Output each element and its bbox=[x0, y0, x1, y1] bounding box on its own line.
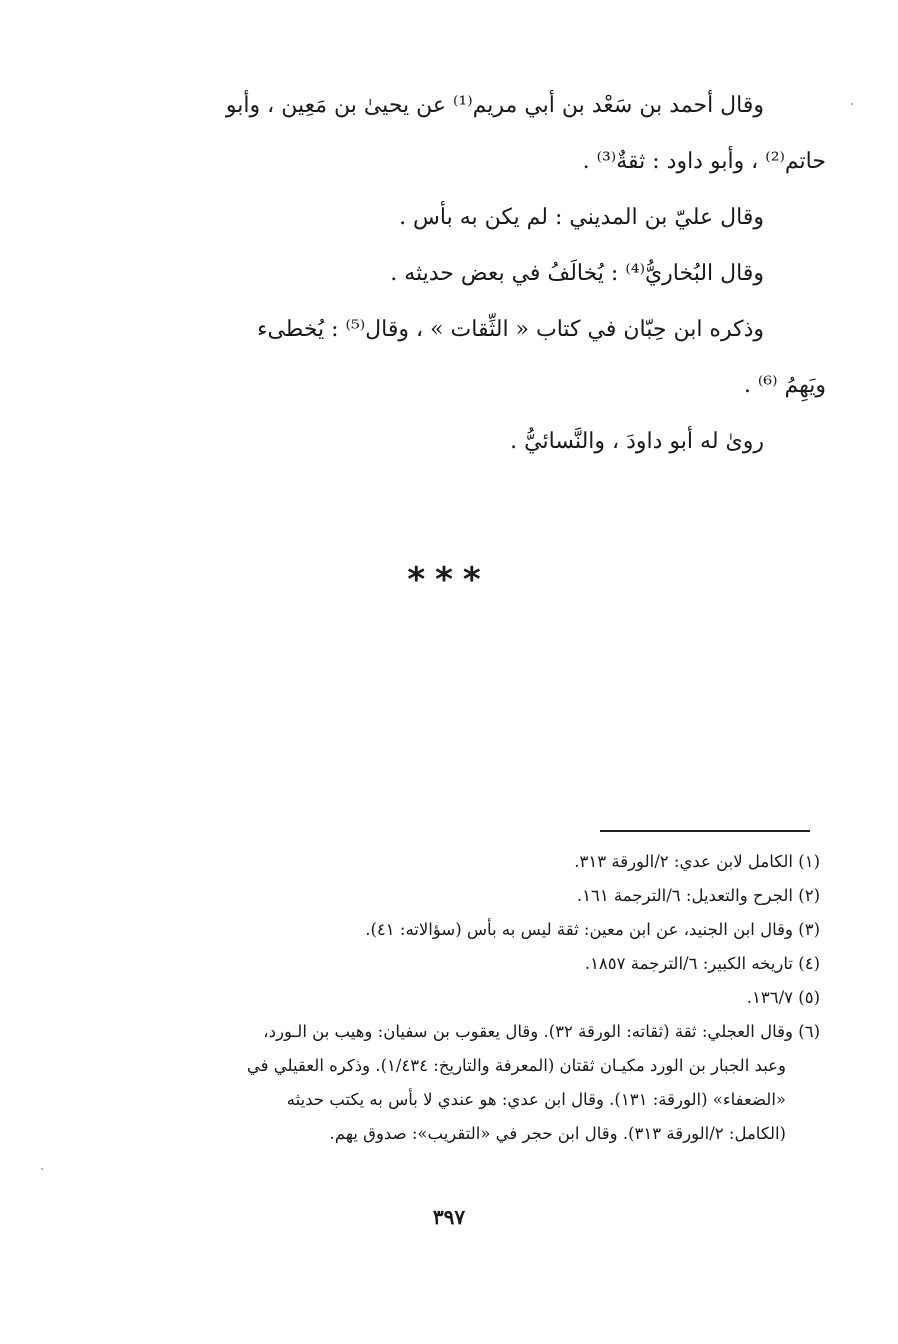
footnote-4: (٤) تاريخه الكبير: ٦/الترجمة ١٨٥٧. bbox=[584, 954, 820, 973]
footnote-rule bbox=[600, 830, 810, 832]
footnote-1: (١) الكامل لابن عدي: ٢/الورقة ٣١٣. bbox=[574, 852, 820, 871]
footnote-6-line-2: وعبد الجبار بن الورد مكيـان ثقتان (المعرفة والتاريخ: ١/٤٣٤). وذكره العقيلي في bbox=[246, 1056, 786, 1075]
main-text bbox=[112, 78, 826, 470]
paragraph-ibn-hibban: وذكره ابن حِبّان في كتاب « الثِّقات » ، وقال⁽⁵⁾ : يُخطىء bbox=[257, 317, 764, 342]
section-separator: *** bbox=[407, 560, 491, 600]
page-number: ٣٩٧ bbox=[432, 1205, 466, 1229]
paragraph-ali-ibn-al-madini: وقال عليّ بن المديني : لم يكن به بأس . bbox=[399, 205, 764, 230]
paragraph-ibn-hibban-cont: ويَهِمُ ⁽⁶⁾ . bbox=[743, 373, 826, 398]
scan-speck bbox=[41, 1168, 43, 1170]
footnote-3: (٣) وقال ابن الجنيد، عن ابن معين: ثقة ليس به بأس (سؤالاته: ٤١). bbox=[365, 920, 820, 939]
paragraph-ahmad-ibn-sad: وقال أحمد بن سَعْد بن أبي مريم⁽¹⁾ عن يحيىٰ بن مَعِين ، وأبو bbox=[225, 93, 764, 118]
footnote-6-line-4: (الكامل: ٢/الورقة ٣١٣). وقال ابن حجر في «التقريب»: صدوق يهم. bbox=[329, 1124, 786, 1143]
scan-speck bbox=[851, 103, 853, 105]
footnote-2: (٢) الجرح والتعديل: ٦/الترجمة ١٦١. bbox=[576, 886, 820, 905]
paragraph-ahmad-ibn-sad-cont: حاتم⁽²⁾ ، وأبو داود : ثقةٌ⁽³⁾ . bbox=[582, 149, 826, 174]
paragraph-bukhari: وقال البُخاريُّ⁽⁴⁾ : يُخالَفُ في بعض حديثه . bbox=[390, 261, 764, 286]
footnotes bbox=[100, 845, 820, 1151]
footnote-5: (٥) ١٣٦/٧. bbox=[746, 988, 820, 1007]
footnote-6-line-3: «الضعفاء» (الورقة: ١٣١). وقال ابن عدي: هو عندي لا بأس به يكتب حديثه bbox=[286, 1090, 786, 1109]
footnote-6: (٦) وقال العجلي: ثقة (ثقاته: الورقة ٣٢). وقال يعقوب بن سفيان: وهيب بن الـورد، bbox=[263, 1022, 820, 1041]
paragraph-narrated-by: روىٰ له أبو داودَ ، والنَّسائيُّ . bbox=[510, 429, 764, 454]
